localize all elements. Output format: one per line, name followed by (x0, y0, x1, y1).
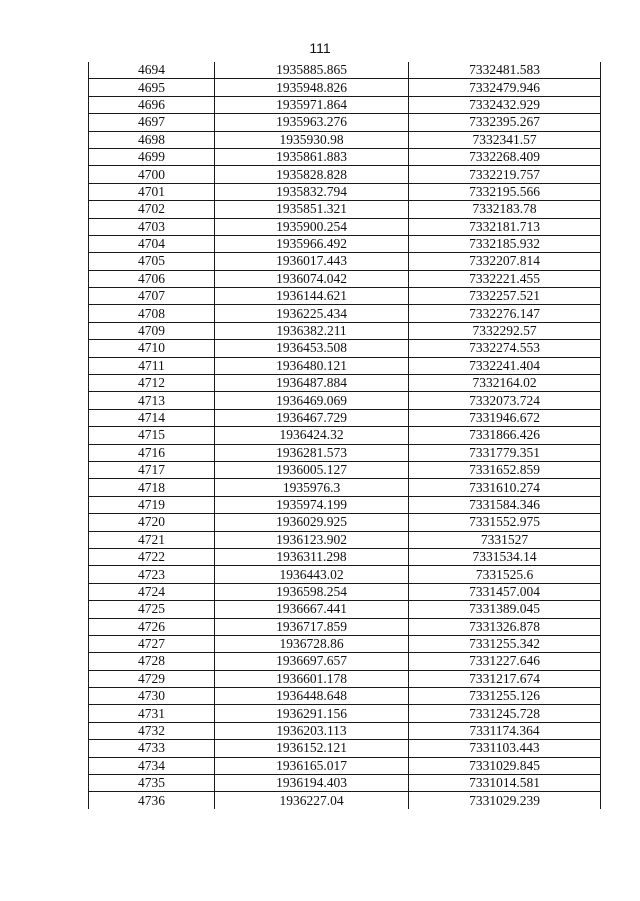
y-coordinate-cell: 7332276.147 (409, 305, 601, 322)
y-coordinate-cell: 7332395.267 (409, 114, 601, 131)
point-number-cell: 4722 (89, 548, 215, 565)
point-number-cell: 4704 (89, 235, 215, 252)
x-coordinate-cell: 1936029.925 (215, 514, 409, 531)
x-coordinate-cell: 1936194.403 (215, 775, 409, 792)
point-number-cell: 4733 (89, 740, 215, 757)
y-coordinate-cell: 7332183.78 (409, 201, 601, 218)
x-coordinate-cell: 1935832.794 (215, 183, 409, 200)
x-coordinate-cell: 1936123.902 (215, 531, 409, 548)
y-coordinate-cell: 7332181.713 (409, 218, 601, 235)
x-coordinate-cell: 1936152.121 (215, 740, 409, 757)
y-coordinate-cell: 7331527 (409, 531, 601, 548)
x-coordinate-cell: 1935971.864 (215, 96, 409, 113)
table-row (89, 340, 601, 357)
table-row (89, 375, 601, 392)
x-coordinate-cell: 1935900.254 (215, 218, 409, 235)
table-row (89, 653, 601, 670)
y-coordinate-cell: 7331029.239 (409, 792, 601, 809)
x-coordinate-cell: 1935861.883 (215, 148, 409, 165)
point-number-cell: 4715 (89, 427, 215, 444)
point-number-cell: 4731 (89, 705, 215, 722)
y-coordinate-cell: 7331029.845 (409, 757, 601, 774)
table-row (89, 183, 601, 200)
table-row (89, 270, 601, 287)
y-coordinate-cell: 7331866.426 (409, 427, 601, 444)
table-row (89, 601, 601, 618)
table-row (89, 357, 601, 374)
point-number-cell: 4723 (89, 566, 215, 583)
point-number-cell: 4698 (89, 131, 215, 148)
x-coordinate-cell: 1936203.113 (215, 722, 409, 739)
y-coordinate-cell: 7331217.674 (409, 670, 601, 687)
table-row (89, 218, 601, 235)
table-row (89, 131, 601, 148)
y-coordinate-cell: 7332479.946 (409, 79, 601, 96)
point-number-cell: 4734 (89, 757, 215, 774)
point-number-cell: 4729 (89, 670, 215, 687)
y-coordinate-cell: 7332185.932 (409, 235, 601, 252)
x-coordinate-cell: 1936453.508 (215, 340, 409, 357)
y-coordinate-cell: 7331946.672 (409, 409, 601, 426)
table-row (89, 705, 601, 722)
point-number-cell: 4714 (89, 409, 215, 426)
table-row (89, 618, 601, 635)
x-coordinate-cell: 1936424.32 (215, 427, 409, 444)
point-number-cell: 4719 (89, 496, 215, 513)
point-number-cell: 4716 (89, 444, 215, 461)
x-coordinate-cell: 1935885.865 (215, 62, 409, 79)
y-coordinate-cell: 7332241.404 (409, 357, 601, 374)
x-coordinate-cell: 1936017.443 (215, 253, 409, 270)
y-coordinate-cell: 7332274.553 (409, 340, 601, 357)
y-coordinate-cell: 7331584.346 (409, 496, 601, 513)
x-coordinate-cell: 1936281.573 (215, 444, 409, 461)
point-number-cell: 4728 (89, 653, 215, 670)
table-row (89, 253, 601, 270)
x-coordinate-cell: 1935974.199 (215, 496, 409, 513)
y-coordinate-cell: 7331610.274 (409, 479, 601, 496)
table-row (89, 409, 601, 426)
table-row (89, 583, 601, 600)
x-coordinate-cell: 1936311.298 (215, 548, 409, 565)
point-number-cell: 4717 (89, 461, 215, 478)
table-row (89, 427, 601, 444)
table-row (89, 670, 601, 687)
table-row (89, 566, 601, 583)
table-row (89, 496, 601, 513)
x-coordinate-cell: 1935851.321 (215, 201, 409, 218)
x-coordinate-cell: 1936005.127 (215, 461, 409, 478)
table-row (89, 305, 601, 322)
x-coordinate-cell: 1936728.86 (215, 635, 409, 652)
x-coordinate-cell: 1936717.859 (215, 618, 409, 635)
y-coordinate-cell: 7331457.004 (409, 583, 601, 600)
y-coordinate-cell: 7332219.757 (409, 166, 601, 183)
point-number-cell: 4702 (89, 201, 215, 218)
table-row (89, 166, 601, 183)
x-coordinate-cell: 1936598.254 (215, 583, 409, 600)
point-number-cell: 4706 (89, 270, 215, 287)
table-row (89, 114, 601, 131)
x-coordinate-cell: 1936074.042 (215, 270, 409, 287)
table-row (89, 688, 601, 705)
coordinates-table (88, 62, 601, 809)
table-row (89, 792, 601, 809)
y-coordinate-cell: 7331326.878 (409, 618, 601, 635)
table-row (89, 79, 601, 96)
y-coordinate-cell: 7331255.342 (409, 635, 601, 652)
table-row (89, 201, 601, 218)
x-coordinate-cell: 1936225.434 (215, 305, 409, 322)
x-coordinate-cell: 1935966.492 (215, 235, 409, 252)
point-number-cell: 4710 (89, 340, 215, 357)
point-number-cell: 4709 (89, 322, 215, 339)
y-coordinate-cell: 7331779.351 (409, 444, 601, 461)
x-coordinate-cell: 1936382.211 (215, 322, 409, 339)
table-row (89, 392, 601, 409)
point-number-cell: 4708 (89, 305, 215, 322)
x-coordinate-cell: 1935963.276 (215, 114, 409, 131)
x-coordinate-cell: 1936480.121 (215, 357, 409, 374)
point-number-cell: 4724 (89, 583, 215, 600)
y-coordinate-cell: 7331534.14 (409, 548, 601, 565)
x-coordinate-cell: 1936469.069 (215, 392, 409, 409)
point-number-cell: 4732 (89, 722, 215, 739)
page-number: 111 (309, 40, 331, 56)
point-number-cell: 4736 (89, 792, 215, 809)
y-coordinate-cell: 7332268.409 (409, 148, 601, 165)
y-coordinate-cell: 7332164.02 (409, 375, 601, 392)
x-coordinate-cell: 1935976.3 (215, 479, 409, 496)
x-coordinate-cell: 1936165.017 (215, 757, 409, 774)
x-coordinate-cell: 1936291.156 (215, 705, 409, 722)
point-number-cell: 4713 (89, 392, 215, 409)
point-number-cell: 4735 (89, 775, 215, 792)
y-coordinate-cell: 7331552.975 (409, 514, 601, 531)
table-row (89, 514, 601, 531)
y-coordinate-cell: 7332207.814 (409, 253, 601, 270)
y-coordinate-cell: 7332195.566 (409, 183, 601, 200)
y-coordinate-cell: 7331525.6 (409, 566, 601, 583)
point-number-cell: 4707 (89, 288, 215, 305)
table-row (89, 322, 601, 339)
point-number-cell: 4700 (89, 166, 215, 183)
table-row (89, 757, 601, 774)
point-number-cell: 4696 (89, 96, 215, 113)
table-row (89, 531, 601, 548)
table-row (89, 62, 601, 79)
y-coordinate-cell: 7331389.045 (409, 601, 601, 618)
table-row (89, 96, 601, 113)
point-number-cell: 4718 (89, 479, 215, 496)
point-number-cell: 4705 (89, 253, 215, 270)
table-row (89, 740, 601, 757)
point-number-cell: 4699 (89, 148, 215, 165)
y-coordinate-cell: 7331245.728 (409, 705, 601, 722)
table-row (89, 479, 601, 496)
point-number-cell: 4726 (89, 618, 215, 635)
x-coordinate-cell: 1936467.729 (215, 409, 409, 426)
y-coordinate-cell: 7332073.724 (409, 392, 601, 409)
table-row (89, 288, 601, 305)
point-number-cell: 4720 (89, 514, 215, 531)
y-coordinate-cell: 7332432.929 (409, 96, 601, 113)
x-coordinate-cell: 1935930.98 (215, 131, 409, 148)
y-coordinate-cell: 7332221.455 (409, 270, 601, 287)
x-coordinate-cell: 1936227.04 (215, 792, 409, 809)
point-number-cell: 4701 (89, 183, 215, 200)
y-coordinate-cell: 7332481.583 (409, 62, 601, 79)
x-coordinate-cell: 1936448.648 (215, 688, 409, 705)
y-coordinate-cell: 7332341.57 (409, 131, 601, 148)
y-coordinate-cell: 7331014.581 (409, 775, 601, 792)
point-number-cell: 4727 (89, 635, 215, 652)
table-row (89, 148, 601, 165)
x-coordinate-cell: 1935828.828 (215, 166, 409, 183)
point-number-cell: 4711 (89, 357, 215, 374)
point-number-cell: 4712 (89, 375, 215, 392)
y-coordinate-cell: 7331652.859 (409, 461, 601, 478)
x-coordinate-cell: 1936443.02 (215, 566, 409, 583)
point-number-cell: 4703 (89, 218, 215, 235)
table-row (89, 548, 601, 565)
point-number-cell: 4697 (89, 114, 215, 131)
y-coordinate-cell: 7331227.646 (409, 653, 601, 670)
y-coordinate-cell: 7331174.364 (409, 722, 601, 739)
table-row (89, 722, 601, 739)
point-number-cell: 4725 (89, 601, 215, 618)
point-number-cell: 4730 (89, 688, 215, 705)
table-row (89, 635, 601, 652)
x-coordinate-cell: 1936144.621 (215, 288, 409, 305)
x-coordinate-cell: 1936487.884 (215, 375, 409, 392)
y-coordinate-cell: 7331255.126 (409, 688, 601, 705)
y-coordinate-cell: 7332257.521 (409, 288, 601, 305)
table-row (89, 235, 601, 252)
x-coordinate-cell: 1935948.826 (215, 79, 409, 96)
point-number-cell: 4694 (89, 62, 215, 79)
y-coordinate-cell: 7331103.443 (409, 740, 601, 757)
x-coordinate-cell: 1936667.441 (215, 601, 409, 618)
point-number-cell: 4695 (89, 79, 215, 96)
table-row (89, 461, 601, 478)
table-row (89, 775, 601, 792)
y-coordinate-cell: 7332292.57 (409, 322, 601, 339)
table-body (89, 62, 601, 809)
x-coordinate-cell: 1936601.178 (215, 670, 409, 687)
x-coordinate-cell: 1936697.657 (215, 653, 409, 670)
point-number-cell: 4721 (89, 531, 215, 548)
table-row (89, 444, 601, 461)
